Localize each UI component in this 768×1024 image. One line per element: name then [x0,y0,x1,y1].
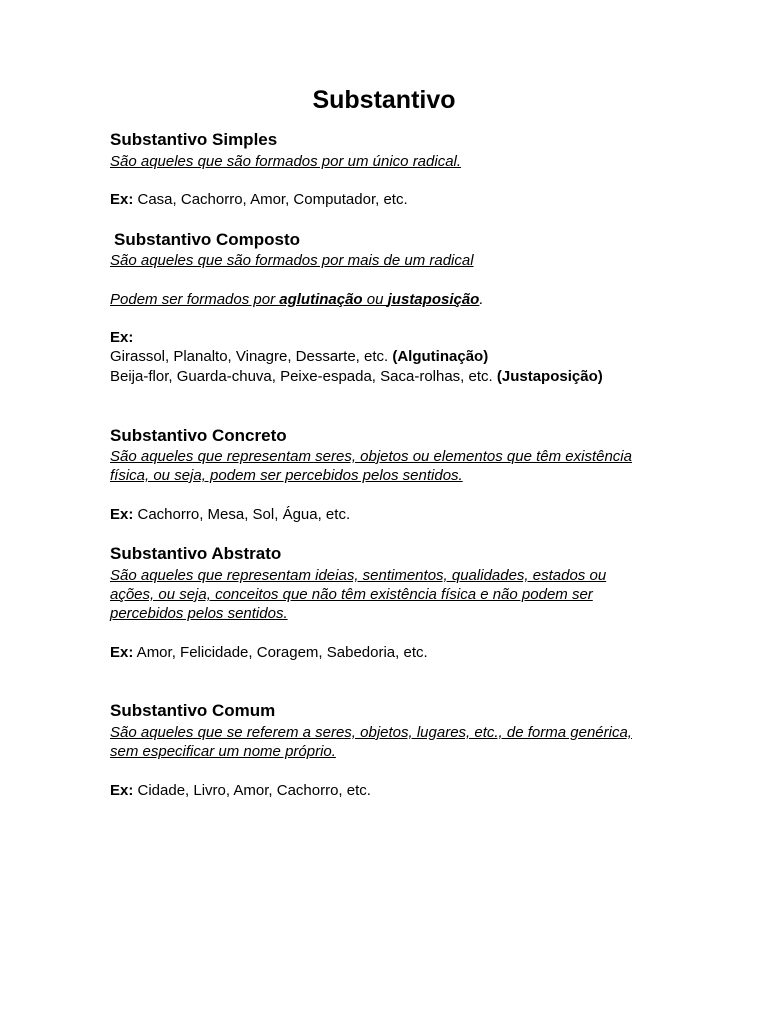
example-text: Beija-flor, Guarda-chuva, Peixe-espada, Saca-rolhas, etc. [110,368,497,385]
formation-suffix: . [479,291,484,308]
example-tag: (Justaposição) [496,368,603,385]
example-label: Ex: [110,782,134,799]
definition-abstrato-line1: São aqueles que representam ideias, sentimentos, qualidades, estados ou [110,567,607,584]
definition-comum-line2: sem especificar um nome próprio. [110,743,336,760]
definition-abstrato-line2: ações, ou seja, conceitos que não têm existência física e não podem ser [110,586,593,603]
formation-composto [110,290,484,309]
definition-concreto-line1: São aqueles que representam seres, objetos ou elementos que têm existência [110,448,632,465]
formation-term-justaposicao: justaposição [387,291,480,308]
formation-prefix: Podem ser formados por [110,291,280,308]
example-text: Cidade, Livro, Amor, Cachorro, etc. [133,782,371,799]
example-concreto [110,505,350,524]
definition-abstrato-line3: percebidos pelos sentidos. [110,605,288,622]
formation-mid: ou [362,291,388,308]
example-tag: (Algutinação) [392,348,489,365]
example-label: Ex: [110,644,134,661]
definition-composto: São aqueles que são formados por mais de um radical [110,252,474,269]
example-label-composto: Ex: [110,329,134,346]
example-text: Cachorro, Mesa, Sol, Água, etc. [133,506,351,523]
heading-concreto: Substantivo Concreto [110,426,287,445]
example-text: Casa, Cachorro, Amor, Computador, etc. [133,191,408,208]
definition-comum-line1: São aqueles que se referem a seres, objetos, lugares, etc., de forma genérica, [110,724,632,741]
example-text: Girassol, Planalto, Vinagre, Dessarte, etc. [110,348,393,365]
formation-term-aglutinacao: aglutinação [279,291,363,308]
example-composto-2 [110,367,603,386]
example-simples [110,190,408,209]
example-composto-1 [110,347,488,366]
heading-abstrato: Substantivo Abstrato [110,544,282,563]
example-label: Ex: [110,191,134,208]
example-text: Amor, Felicidade, Coragem, Sabedoria, etc. [133,644,428,661]
definition-simples: São aqueles que são formados por um único radical. [110,153,462,170]
heading-simples: Substantivo Simples [110,130,278,149]
definition-concreto-line2: física, ou seja, podem ser percebidos pelos sentidos. [110,467,463,484]
example-comum [110,781,371,800]
example-label: Ex: [110,506,134,523]
heading-composto: Substantivo Composto [114,230,301,249]
heading-comum: Substantivo Comum [110,701,276,720]
example-abstrato [110,643,428,662]
page-title: Substantivo [312,86,456,114]
